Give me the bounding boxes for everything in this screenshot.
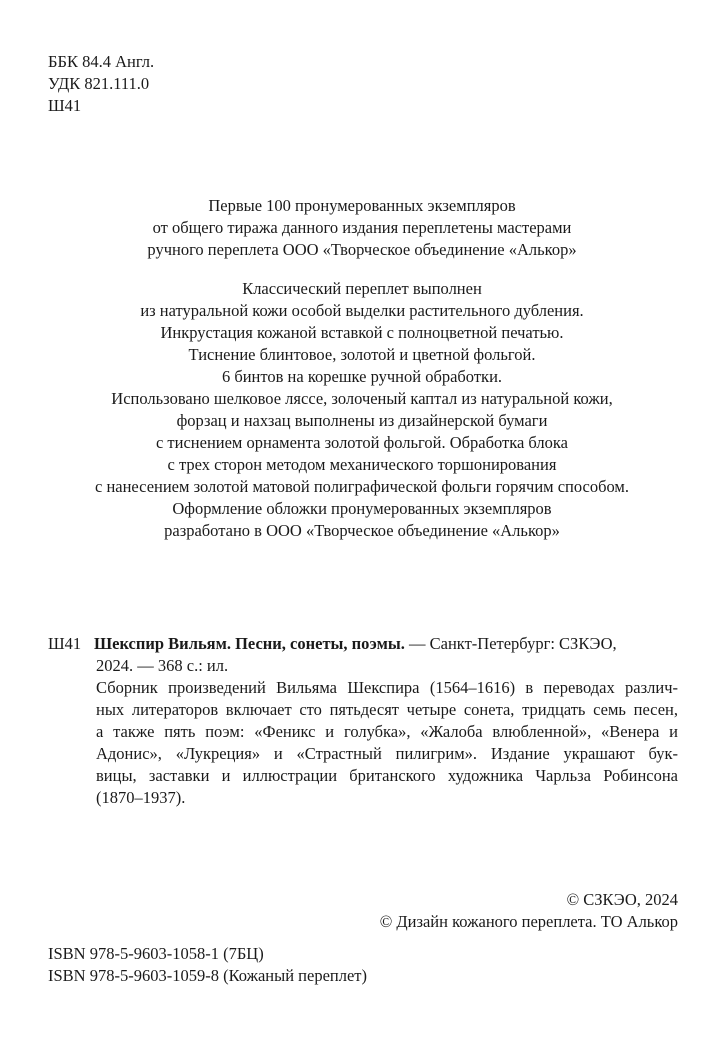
binding-line: Тиснение блинтовое, золотой и цветной фольгой.	[188, 345, 536, 364]
binding-line: с нанесением золотой матовой полиграфической фольги горячим способом.	[95, 477, 629, 496]
catalog-heading	[48, 633, 678, 655]
catalog-imprint-continued: 2024. — 368 с.: ил.	[96, 656, 229, 675]
catalog-imprint: — Санкт-Петербург: СЗКЭО,	[404, 634, 617, 653]
binding-line: Использовано шелковое ляссе, золоченый каптал из натуральной кожи,	[111, 389, 613, 408]
bbk-code: ББК 84.4 Англ.	[48, 52, 155, 71]
isbn-line: ISBN 978-5-9603-1058-1 (7БЦ)	[48, 944, 264, 963]
annotation-line: Адонис», «Лукреция» и «Страстный пилигрим». Издание украшают бук-	[96, 744, 678, 763]
catalog-author-mark: Ш41	[48, 634, 82, 653]
annotation-line: ных литераторов включает сто пятьдесят четыре сонета, тридцать семь песен,	[96, 700, 678, 719]
annotation-line: а также пять поэм: «Феникс и голубка», «Жалоба влюбленной», «Венера и	[96, 722, 678, 741]
numbered-copies-note	[60, 195, 664, 261]
binding-line: из натуральной кожи особой выделки растительного дубления.	[140, 301, 584, 320]
copyright-line: © СЗКЭО, 2024	[566, 890, 678, 909]
binding-line: с трех сторон методом механического торшонирования	[167, 455, 557, 474]
catalog-title: Шекспир Вильям. Песни, сонеты, поэмы.	[94, 634, 405, 653]
annotation-line: (1870–1937).	[96, 788, 186, 807]
annotation-line: вицы, заставки и иллюстрации британского художника Чарльза Робинсона	[96, 766, 678, 785]
binding-line: разработано в ООО «Творческое объединение «Алькор»	[164, 521, 560, 540]
binding-line: 6 бинтов на корешке ручной обработки.	[221, 367, 503, 386]
binding-line: с тиснением орнамента золотой фольгой. Обработка блока	[155, 433, 568, 452]
binding-line: форзац и нахзац выполнены из дизайнерской бумаги	[176, 411, 548, 430]
copyright-line: © Дизайн кожаного переплета. ТО Алькор	[379, 912, 678, 931]
copyright-block	[380, 889, 678, 933]
note-line: ручного переплета ООО «Творческое объединение «Алькор»	[147, 240, 577, 259]
udk-code: УДК 821.111.0	[48, 74, 150, 93]
binding-description	[60, 278, 664, 542]
classification-block	[48, 51, 154, 117]
binding-line: Оформление обложки пронумерованных экземпляров	[172, 499, 552, 518]
isbn-line: ISBN 978-5-9603-1059-8 (Кожаный переплет)	[48, 966, 368, 985]
author-mark: Ш41	[48, 96, 82, 115]
isbn-block	[48, 943, 367, 987]
note-line: Первые 100 пронумерованных экземпляров	[208, 196, 516, 215]
catalog-record	[48, 633, 678, 809]
binding-line: Классический переплет выполнен	[242, 279, 482, 298]
binding-line: Инкрустация кожаной вставкой с полноцветной печатью.	[160, 323, 564, 342]
note-line: от общего тиража данного издания переплетены мастерами	[152, 218, 572, 237]
annotation-line: Сборник произведений Вильяма Шекспира (1564–1616) в переводах различ-	[96, 678, 678, 697]
